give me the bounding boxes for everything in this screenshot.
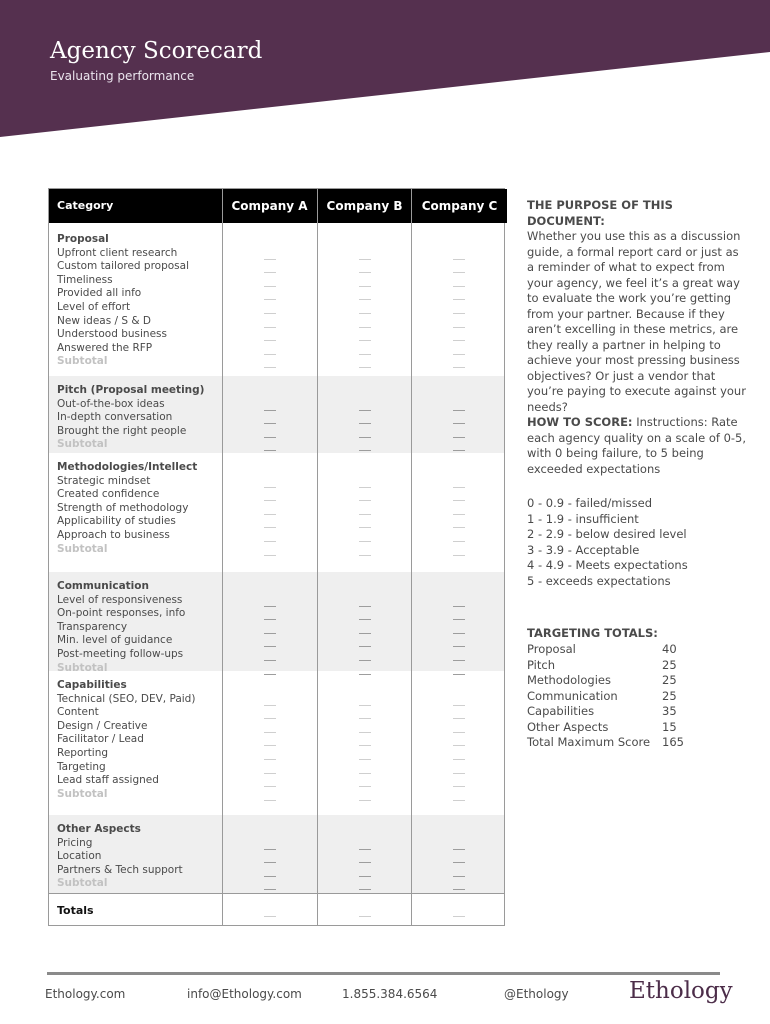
- score-entry-line[interactable]: [453, 450, 465, 451]
- score-entry-line[interactable]: [359, 646, 371, 647]
- score-entry-line[interactable]: [359, 619, 371, 620]
- section-item: Design / Creative: [57, 719, 148, 732]
- score-entry-line[interactable]: [264, 745, 276, 746]
- score-entry-line[interactable]: [453, 410, 465, 411]
- score-entry-line[interactable]: [264, 437, 276, 438]
- score-entry-line[interactable]: [264, 423, 276, 424]
- score-entry-line[interactable]: [359, 889, 371, 890]
- score-entry-line[interactable]: [453, 889, 465, 890]
- table-section: [49, 376, 504, 453]
- score-entry-line[interactable]: [264, 849, 276, 850]
- score-entry-line[interactable]: [359, 272, 371, 273]
- score-entry-line[interactable]: [359, 423, 371, 424]
- how-to-score-block: [527, 415, 747, 477]
- score-scale-item: 0 - 0.9 - failed/missed: [527, 496, 653, 510]
- company-a-header: Company A: [222, 189, 317, 223]
- score-entry-line[interactable]: [359, 849, 371, 850]
- score-entry-line[interactable]: [359, 606, 371, 607]
- section-item: Answered the RFP: [57, 341, 153, 354]
- section-item: Upfront client research: [57, 246, 178, 259]
- section-subtotal-label: Subtotal: [57, 355, 108, 368]
- score-entry-line[interactable]: [359, 514, 371, 515]
- section-item: On-point responses, info: [57, 607, 186, 620]
- score-scale-list: [527, 496, 747, 589]
- score-entry-line[interactable]: [453, 745, 465, 746]
- totals-label: Totals: [57, 904, 94, 917]
- footer-phone: 1.855.384.6564: [342, 987, 438, 1001]
- section-item: Applicability of studies: [57, 515, 176, 528]
- score-entry-line[interactable]: [453, 367, 465, 368]
- score-entry-line[interactable]: [453, 527, 465, 528]
- section-item: Transparency: [57, 620, 128, 633]
- score-entry-line[interactable]: [359, 299, 371, 300]
- total-entry-line[interactable]: [264, 916, 276, 917]
- section-subtotal-label: Subtotal: [57, 542, 108, 555]
- score-entry-line[interactable]: [359, 437, 371, 438]
- score-entry-line[interactable]: [453, 718, 465, 719]
- purpose-block: [527, 198, 747, 415]
- purpose-heading: THE PURPOSE OF THIS DOCUMENT:: [527, 198, 673, 228]
- score-entry-line[interactable]: [359, 786, 371, 787]
- score-entry-line[interactable]: [264, 660, 276, 661]
- section-item: Post-meeting follow-ups: [57, 648, 184, 660]
- page-title: Agency Scorecard: [50, 38, 263, 64]
- score-entry-line[interactable]: [264, 759, 276, 760]
- section-item: Targeting: [57, 760, 106, 773]
- score-entry-line[interactable]: [359, 367, 371, 368]
- score-entry-line[interactable]: [264, 541, 276, 542]
- company-c-header: Company C: [412, 189, 507, 223]
- section-item: Pricing: [57, 836, 93, 849]
- score-entry-line[interactable]: [264, 705, 276, 706]
- score-entry-line[interactable]: [264, 259, 276, 260]
- section-item: Brought the right people: [57, 424, 187, 437]
- score-entry-line[interactable]: [359, 773, 371, 774]
- targeting-row-value: 35: [662, 704, 677, 718]
- targeting-row-label: Methodologies: [527, 673, 611, 687]
- score-entry-line[interactable]: [453, 272, 465, 273]
- score-entry-line[interactable]: [264, 786, 276, 787]
- score-scale-item: 3 - 3.9 - Acceptable: [527, 542, 640, 557]
- section-item: Lead staff assigned: [57, 774, 159, 787]
- score-entry-line[interactable]: [453, 732, 465, 733]
- score-entry-line[interactable]: [264, 876, 276, 877]
- page-subtitle: Evaluating performance: [50, 69, 195, 83]
- section-item: Strength of methodology: [57, 501, 189, 514]
- table-section: [49, 225, 504, 376]
- score-entry-line[interactable]: [453, 514, 465, 515]
- score-entry-line[interactable]: [359, 354, 371, 355]
- targeting-row-value: 15: [662, 719, 677, 734]
- score-entry-line[interactable]: [264, 646, 276, 647]
- table-header: [49, 189, 504, 223]
- score-entry-line[interactable]: [264, 450, 276, 451]
- score-entry-line[interactable]: [359, 705, 371, 706]
- score-entry-line[interactable]: [264, 633, 276, 634]
- section-item: Partners & Tech support: [57, 863, 183, 876]
- table-section: [49, 671, 504, 815]
- table-section: [49, 453, 504, 572]
- score-entry-line[interactable]: [453, 876, 465, 877]
- footer-email-link[interactable]: info@Ethology.com: [187, 987, 302, 1001]
- targeting-row-value: 25: [662, 688, 677, 703]
- how-to-score-heading: HOW TO SCORE:: [527, 415, 633, 429]
- footer-social-link[interactable]: @Ethology: [504, 987, 569, 1001]
- totals-row: [49, 893, 504, 927]
- score-entry-line[interactable]: [264, 354, 276, 355]
- score-scale-item: 2 - 2.9 - below desired level: [527, 527, 687, 541]
- score-entry-line[interactable]: [264, 313, 276, 314]
- category-header-label: Category: [57, 199, 114, 212]
- score-entry-line[interactable]: [359, 745, 371, 746]
- section-subtotal-label: Subtotal: [57, 877, 108, 890]
- score-entry-line[interactable]: [453, 660, 465, 661]
- score-entry-line[interactable]: [264, 527, 276, 528]
- purpose-body: Whether you use this as a discussion guide, a formal report card or just as a reminder of what to expect from your agency, we feel it’s a great way to evaluate the work you’re getting from your partner. Because if they aren’t excelling in these metrics, are they really a partner in helping to achieve your most pressing business objectives? Or just a vendor that you’re paying to execute against your needs?: [527, 229, 746, 414]
- score-entry-line[interactable]: [264, 773, 276, 774]
- score-entry-line[interactable]: [359, 718, 371, 719]
- score-entry-line[interactable]: [453, 354, 465, 355]
- section-item: Facilitator / Lead: [57, 733, 144, 746]
- targeting-row-value: 40: [662, 642, 677, 656]
- score-entry-line[interactable]: [359, 732, 371, 733]
- score-entry-line[interactable]: [264, 718, 276, 719]
- score-entry-line[interactable]: [359, 450, 371, 451]
- score-entry-line[interactable]: [453, 773, 465, 774]
- targeting-row-value: 165: [662, 735, 684, 749]
- score-entry-line[interactable]: [264, 340, 276, 341]
- score-entry-line[interactable]: [359, 259, 371, 260]
- ethology-logo: Ethology: [629, 978, 733, 1004]
- score-entry-line[interactable]: [359, 800, 371, 801]
- score-entry-line[interactable]: [359, 340, 371, 341]
- score-entry-line[interactable]: [264, 862, 276, 863]
- targeting-row-label: Other Aspects: [527, 719, 609, 734]
- score-entry-line[interactable]: [264, 327, 276, 328]
- score-entry-line[interactable]: [453, 487, 465, 488]
- score-scale-item: 1 - 1.9 - insufficient: [527, 511, 639, 526]
- score-entry-line[interactable]: [264, 732, 276, 733]
- targeting-row-value: 25: [662, 673, 677, 687]
- score-entry-line[interactable]: [264, 487, 276, 488]
- total-entry-line[interactable]: [453, 916, 465, 917]
- section-item: New ideas / S & D: [57, 314, 152, 327]
- section-item: Strategic mindset: [57, 474, 151, 487]
- score-entry-line[interactable]: [264, 619, 276, 620]
- score-entry-line[interactable]: [264, 606, 276, 607]
- score-entry-line[interactable]: [359, 327, 371, 328]
- section-subtotal-label: Subtotal: [57, 438, 108, 451]
- section-subtotal-label: Subtotal: [57, 787, 108, 800]
- section-item: Level of effort: [57, 301, 131, 313]
- score-entry-line[interactable]: [264, 286, 276, 287]
- section-item: Location: [57, 850, 102, 863]
- score-entry-line[interactable]: [359, 410, 371, 411]
- company-b-header: Company B: [317, 189, 412, 223]
- score-entry-line[interactable]: [359, 500, 371, 501]
- score-entry-line[interactable]: [264, 514, 276, 515]
- section-title: Methodologies/Intellect: [57, 461, 198, 473]
- score-entry-line[interactable]: [264, 800, 276, 801]
- score-entry-line[interactable]: [264, 299, 276, 300]
- targeting-row-label: Communication: [527, 688, 618, 703]
- score-entry-line[interactable]: [453, 286, 465, 287]
- targeting-row-label: Total Maximum Score: [527, 735, 651, 749]
- score-scale-item: 5 - exceeds expectations: [527, 573, 671, 588]
- section-item: In-depth conversation: [57, 411, 173, 424]
- score-entry-line[interactable]: [453, 800, 465, 801]
- section-item: Level of responsiveness: [57, 593, 183, 606]
- section-title: Capabilities: [57, 679, 127, 691]
- targeting-heading: [527, 626, 747, 642]
- score-entry-line[interactable]: [453, 259, 465, 260]
- targeting-row-value: 25: [662, 657, 677, 672]
- total-entry-line[interactable]: [359, 916, 371, 917]
- score-entry-line[interactable]: [453, 619, 465, 620]
- section-item: Custom tailored proposal: [57, 260, 190, 273]
- score-entry-line[interactable]: [359, 555, 371, 556]
- section-item: Min. level of guidance: [57, 634, 173, 647]
- section-title: Proposal: [57, 233, 109, 245]
- score-entry-line[interactable]: [359, 487, 371, 488]
- section-title: Other Aspects: [57, 823, 141, 835]
- score-entry-line[interactable]: [264, 367, 276, 368]
- section-item: Technical (SEO, DEV, Paid): [57, 692, 196, 705]
- score-entry-line[interactable]: [359, 541, 371, 542]
- section-item: Provided all info: [57, 287, 142, 300]
- table-section: [49, 572, 504, 674]
- section-item: Timeliness: [57, 273, 113, 286]
- section-item: Content: [57, 706, 99, 719]
- table-section: [49, 815, 504, 893]
- score-entry-line[interactable]: [453, 849, 465, 850]
- score-entry-line[interactable]: [453, 786, 465, 787]
- footer-divider: [47, 972, 720, 975]
- score-scale-item: 4 - 4.9 - Meets expectations: [527, 558, 688, 572]
- score-entry-line[interactable]: [453, 423, 465, 424]
- section-item: Understood business: [57, 328, 167, 341]
- targeting-row-label: Capabilities: [527, 704, 595, 718]
- section-title: Pitch (Proposal meeting): [57, 384, 205, 396]
- section-item: Created confidence: [57, 488, 160, 501]
- score-entry-line[interactable]: [453, 437, 465, 438]
- section-item: Reporting: [57, 747, 109, 759]
- section-title: Communication: [57, 580, 149, 592]
- targeting-row-label: Proposal: [527, 642, 576, 656]
- score-entry-line[interactable]: [453, 606, 465, 607]
- score-entry-line[interactable]: [453, 862, 465, 863]
- score-entry-line[interactable]: [359, 313, 371, 314]
- section-subtotal-label: Subtotal: [57, 661, 108, 674]
- targeting-heading-text: TARGETING TOTALS:: [527, 626, 658, 640]
- score-entry-line[interactable]: [453, 340, 465, 341]
- score-entry-line[interactable]: [453, 541, 465, 542]
- score-entry-line[interactable]: [453, 327, 465, 328]
- score-entry-line[interactable]: [453, 646, 465, 647]
- score-entry-line[interactable]: [453, 500, 465, 501]
- score-entry-line[interactable]: [359, 286, 371, 287]
- score-entry-line[interactable]: [453, 759, 465, 760]
- score-entry-line[interactable]: [264, 272, 276, 273]
- score-entry-line[interactable]: [264, 555, 276, 556]
- score-entry-line[interactable]: [453, 299, 465, 300]
- score-entry-line[interactable]: [264, 500, 276, 501]
- targeting-row-label: Pitch: [527, 657, 555, 672]
- section-item: Out-of-the-box ideas: [57, 397, 165, 410]
- scorecard-table: [48, 188, 505, 926]
- score-entry-line[interactable]: [453, 555, 465, 556]
- score-entry-line[interactable]: [264, 410, 276, 411]
- score-entry-line[interactable]: [359, 862, 371, 863]
- score-entry-line[interactable]: [453, 705, 465, 706]
- score-entry-line[interactable]: [359, 759, 371, 760]
- footer-website-link[interactable]: Ethology.com: [45, 987, 126, 1001]
- score-entry-line[interactable]: [359, 660, 371, 661]
- score-entry-line[interactable]: [453, 313, 465, 314]
- score-entry-line[interactable]: [359, 633, 371, 634]
- score-entry-line[interactable]: [264, 889, 276, 890]
- category-header: [49, 189, 222, 223]
- score-entry-line[interactable]: [359, 876, 371, 877]
- section-item: Approach to business: [57, 529, 170, 541]
- how-to-score-body: Instructions: Rate each agency quality on a scale of 0-5, with 0 being failure, to 5 being exceeded expectations: [527, 415, 747, 476]
- score-entry-line[interactable]: [359, 527, 371, 528]
- score-entry-line[interactable]: [453, 633, 465, 634]
